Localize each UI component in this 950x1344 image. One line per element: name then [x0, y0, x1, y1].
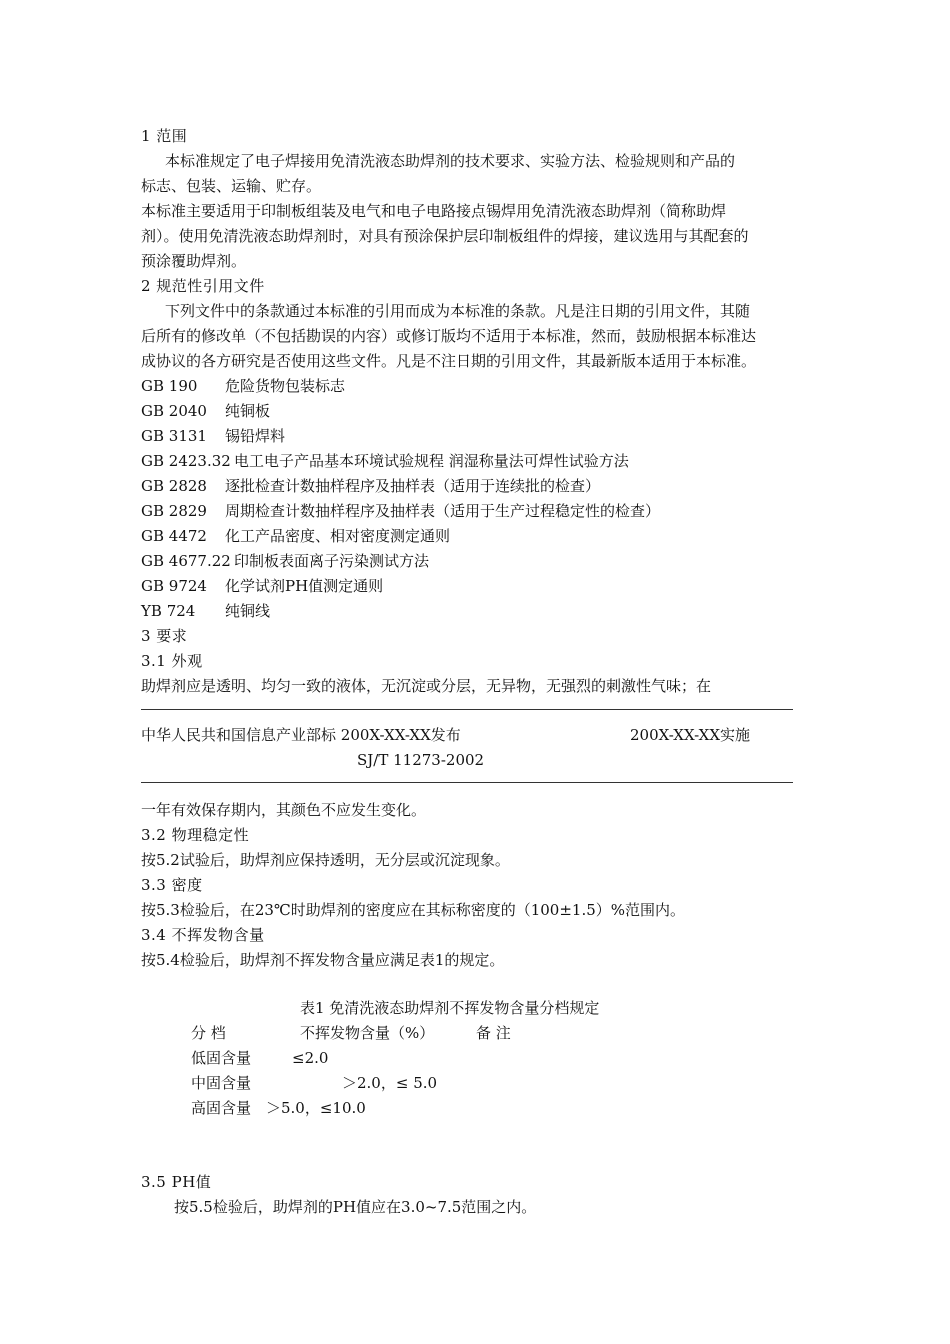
section-3-1-title: 3.1 外观: [141, 652, 203, 670]
ref-code: GB 3131: [141, 427, 207, 445]
table-header-grade: 分 档: [191, 1024, 226, 1042]
table-cell-value: ＞2.0，≤ 5.0: [342, 1074, 438, 1092]
section-2-title: 2 规范性引用文件: [141, 277, 265, 295]
ref-title: 纯铜板: [225, 402, 271, 420]
section-3-3-title: 3.3 密度: [141, 876, 203, 894]
paragraph-line: 本标准规定了电子焊接用免清洗液态助焊剂的技术要求、实验方法、检验规则和产品的: [165, 152, 736, 170]
paragraph-line: 按5.3检验后，在23℃时助焊剂的密度应在其标称密度的（100±1.5）%范围内。: [141, 901, 686, 919]
section-3-5-title: 3.5 PH值: [141, 1173, 212, 1191]
paragraph-line: 下列文件中的条款通过本标准的引用而成为本标准的条款。凡是注日期的引用文件，其随: [165, 302, 751, 320]
footer-implement-date: 200X-XX-XX实施: [630, 726, 751, 744]
ref-title: 周期检查计数抽样程序及抽样表（适用于生产过程稳定性的检查）: [225, 502, 661, 520]
ref-title: 电工电子产品基本环境试验规程 润湿称量法可焊性试验方法: [234, 452, 629, 470]
section-1-title: 1 范围: [141, 127, 188, 145]
paragraph-line: 后所有的修改单（不包括勘误的内容）或修订版均不适用于本标准，然而，鼓励根据本标准达: [141, 327, 757, 345]
ref-title: 化工产品密度、相对密度测定通则: [225, 527, 451, 545]
ref-code: GB 4472: [141, 527, 207, 545]
section-3-title: 3 要求: [141, 627, 188, 645]
table-cell-value: ＞5.0，≤10.0: [266, 1099, 366, 1117]
paragraph-line: 按5.5检验后，助焊剂的PH值应在3.0~7.5范围之内。: [174, 1198, 537, 1216]
ref-code: GB 4677.22: [141, 552, 231, 570]
table-cell-value: ≤2.0: [292, 1049, 329, 1067]
standard-code: SJ/T 11273-2002: [357, 751, 485, 769]
ref-title: 危险货物包装标志: [225, 377, 346, 395]
table-header-content: 不挥发物含量（%）: [300, 1024, 435, 1042]
paragraph-line: 助焊剂应是透明、均匀一致的液体，无沉淀或分层，无异物，无强烈的刺激性气味；在: [141, 677, 712, 695]
paragraph-line: 一年有效保存期内，其颜色不应发生变化。: [141, 801, 427, 819]
ref-code: GB 2040: [141, 402, 207, 420]
page-divider: [141, 709, 793, 710]
table-caption: 表1 免清洗液态助焊剂不挥发物含量分档规定: [300, 999, 600, 1017]
footer-issuer: 中华人民共和国信息产业部标 200X-XX-XX发布: [141, 726, 461, 744]
ref-code: YB 724: [141, 602, 196, 620]
paragraph-line: 标志、包装、运输、贮存。: [141, 177, 322, 195]
paragraph-line: 剂）。使用免清洗液态助焊剂时，对具有预涂保护层印制板组件的焊接，建议选用与其配套的: [141, 227, 749, 245]
ref-title: 逐批检查计数抽样程序及抽样表（适用于连续批的检查）: [225, 477, 601, 495]
paragraph-line: 按5.4检验后，助焊剂不挥发物含量应满足表1的规定。: [141, 951, 505, 969]
table-cell-grade: 高固含量: [191, 1099, 252, 1117]
ref-code: GB 9724: [141, 577, 207, 595]
table-cell-grade: 低固含量: [191, 1049, 252, 1067]
section-3-4-title: 3.4 不挥发物含量: [141, 926, 265, 944]
paragraph-line: 本标准主要适用于印制板组装及电气和电子电路接点锡焊用免清洗液态助焊剂（简称助焊: [141, 202, 727, 220]
ref-title: 印制板表面离子污染测试方法: [234, 552, 430, 570]
paragraph-line: 成协议的各方研究是否使用这些文件。凡是不注日期的引用文件，其最新版本适用于本标准。: [141, 352, 757, 370]
ref-code: GB 2828: [141, 477, 207, 495]
ref-code: GB 2423.32: [141, 452, 231, 470]
ref-title: 化学试剂PH值测定通则: [225, 577, 384, 595]
paragraph-line: 预涂覆助焊剂。: [141, 252, 247, 270]
table-header-notes: 备 注: [476, 1024, 511, 1042]
section-3-2-title: 3.2 物理稳定性: [141, 826, 250, 844]
ref-title: 纯铜线: [225, 602, 271, 620]
ref-code: GB 190: [141, 377, 198, 395]
ref-title: 锡铅焊料: [225, 427, 286, 445]
page-divider: [141, 782, 793, 783]
ref-code: GB 2829: [141, 502, 207, 520]
paragraph-line: 按5.2试验后，助焊剂应保持透明，无分层或沉淀现象。: [141, 851, 510, 869]
table-cell-grade: 中固含量: [191, 1074, 252, 1092]
